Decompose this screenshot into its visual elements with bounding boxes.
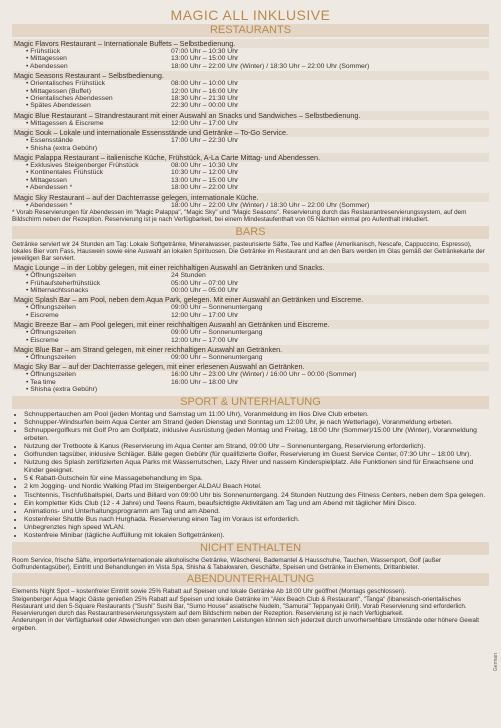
hours-value: 09:00 Uhr – Sonnenuntergang (171, 329, 263, 337)
list-item: • 2 km Jogging- und Nordic Walking Pfad im Steigenberger ALDAU Beach Hotel. (24, 483, 489, 491)
venue-header: Magic Splash Bar – am Pool, neben dem Aqua Park, gelegen. Mit einer Auswahl an Getränken und Eiscreme. (12, 295, 489, 304)
hours-row (12, 379, 489, 386)
bars-list (12, 263, 489, 393)
hours-row (12, 202, 489, 209)
sport-section-header: SPORT & UNTERHALTUNG (12, 396, 489, 409)
hours-value (171, 386, 489, 393)
list-item: • Unbegrenztes high speed WLAN. (24, 524, 489, 532)
hours-value: 07:00 Uhr – 10:30 Uhr (171, 48, 239, 55)
hours-value: 18:30 Uhr – 21:30 Uhr (171, 95, 239, 103)
hours-row (12, 304, 489, 311)
evening-section-header: ABENDUNTERHALTUNG (12, 573, 489, 586)
list-item: • Nutzung der Tretboote & Kanus (Reservierung im Aqua Center am Strand, 09:00 Uhr – Sonnenuntergang, Reservierung erforderlich). (24, 443, 489, 451)
hours-value: 13:00 Uhr – 15:00 Uhr (171, 176, 239, 184)
hours-value: 13:00 Uhr – 15:00 Uhr (171, 55, 239, 63)
hours-value: 12:00 Uhr – 17:00 Uhr (171, 311, 239, 319)
hours-label: • Abendessen * (26, 184, 73, 192)
hours-row (12, 137, 489, 144)
restaurants-note: * Vorab Reservierungen für Abendessen im "Magic Palappa", "Magic Sky" und "Magic Seasons". Reservierung durch das Restaurantreservierungssystem, auf dem Bildschirm neben der Rezeption. Reservierung ist je nach Verfügbarkeit, bei einem Mindestaufenthalt von 05 Nächten einmal pro Aufenthalt inkludiert. (12, 209, 467, 224)
hours-row (12, 371, 489, 378)
hours-label: • Tea time (26, 378, 56, 386)
hours-row (12, 354, 489, 361)
hours-value: 18:00 Uhr – 22:00 Uhr (171, 184, 239, 192)
hours-value (171, 145, 489, 152)
hours-label: • Exklusives Steigenberger Frühstück (26, 162, 139, 170)
venue-header: Magic Breeze Bar – am Pool gelegen, mit einer reichhaltigen Auswahl an Getränken und Eiscreme. (12, 320, 489, 329)
hours-row (12, 88, 489, 95)
hours-row (12, 287, 489, 294)
hours-row (12, 63, 489, 70)
restaurants-list (12, 39, 489, 209)
all-inclusive-sheet (0, 8, 501, 728)
hours-value: 12:00 Uhr – 17:00 Uhr (171, 119, 239, 127)
hours-value: 09:00 Uhr – Sonnenuntergang (171, 353, 263, 361)
hours-row (12, 386, 489, 393)
list-item: • Ein kompletter Kids Club (12 - 4 Jahre) und Teens Raum, beaufsichtigte Aktivitäten am Tag und am Abend mit täglicher Mini Disco. (24, 500, 489, 508)
list-item: • Tischtennis, Tischfußballspiel, Darts und Billard von 09:00 Uhr bis Sonnenuntergang. 24 Stunden Nutzung des Fitness Centers, neben dem Spa gelegen. (24, 492, 489, 500)
hours-row (12, 312, 489, 319)
hours-label: • Shisha (extra Gebühr) (26, 386, 98, 394)
hours-label: • Mittagessen (26, 55, 67, 63)
hours-label: • Orientalisches Abendessen (26, 95, 113, 103)
list-item: • Golfrunden tagsüber, inklusive Schläger. Bälle gegen Gebühr (für qualifizierte Golfer, Reservierung im Guest Service Center, 07:30 Uhr – 18:00 Uhr). (24, 451, 489, 459)
hours-row (12, 55, 489, 62)
page-title: MAGIC ALL INKLUSIVE (170, 7, 331, 23)
list-item: • Nutzung des Splash zertifizierten Aqua Parks mit Wasserrutschen, Lazy River und nassem Kinderspielplatz. Alle Funktionen sind für Erwachsene und Kinder geeignet. (24, 459, 489, 475)
evening-line: Reservierungen durch das Restaurantreservierungssystem auf dem Bildschirm neben der Rezeption. Reservierung ist je nach Verfügbarkeit. (12, 610, 404, 618)
venue-header: Magic Flavors Restaurant – Internationale Buffets – Selbstbedienung. (12, 39, 489, 48)
hours-value: 17:00 Uhr – 22:30 Uhr (171, 137, 239, 145)
sport-list (12, 411, 489, 541)
not-included-text: Room Service, frische Säfte, importierte/internationale alkoholische Getränke, Wäscherei, Bademantel & Hausschuhe, Tauchen, Wassersport, Golf (außer Golfrundentagsüber), Eintritt und Behandlungen im Vista Spa, Shisha & Tabakwaren, Geschäfte, Speisen und Getränke in Elements, Drittanbieter. (12, 557, 442, 572)
hours-label: • Eiscreme (26, 311, 59, 319)
restaurants-section-header: RESTAURANTS (12, 24, 489, 37)
hours-label: • Spätes Abendessen (26, 102, 91, 110)
list-item: • Schnuppertauchen am Pool (jeden Montag und Samstag um 11:00 Uhr), Voranmeldung im Ilios Dive Club erbeten. (24, 411, 489, 419)
hours-row (12, 169, 489, 176)
hours-value: 12:00 Uhr – 17:00 Uhr (171, 336, 239, 344)
hours-row (12, 80, 489, 87)
hours-label: • Eiscreme (26, 336, 59, 344)
hours-value: 16:00 Uhr – 18:00 Uhr (171, 378, 239, 386)
venue-header: Magic Souk – Lokale und internationale Essensstände und Getränke – To-Go Service. (12, 128, 489, 137)
list-item: • Kostenfreier Shuttle Bus nach Hurghada. Reservierung einen Tag im Voraus ist erforderlich. (24, 516, 489, 524)
hours-row (12, 177, 489, 184)
hours-value: 18:00 Uhr – 22:00 Uhr (Winter) / 18:30 Uhr – 22:00 Uhr (Sommer) (171, 62, 370, 70)
hours-row (12, 48, 489, 55)
hours-label: • Mittagessen (Buffet) (26, 87, 91, 95)
hours-value: 10:30 Uhr – 12:00 Uhr (171, 169, 239, 177)
hours-label: • Abendessen * (26, 201, 73, 209)
hours-value: 16:00 Uhr – 23:00 Uhr (Winter) / 16:00 Uhr – 00:00 (Sommer) (171, 371, 357, 379)
hours-value: 05:00 Uhr – 07:00 Uhr (171, 279, 239, 287)
hours-row (12, 329, 489, 336)
hours-label: • Essensstände (26, 137, 73, 145)
venue-header: Magic Blue Bar – am Strand gelegen, mit einer reichhaltigen Auswahl an Getränken. (12, 345, 489, 354)
bars-section-header: BARS (12, 226, 489, 239)
hours-label: • Öffnungszeiten (26, 353, 76, 361)
hours-value: 08:00 Uhr – 10:30 Uhr (171, 162, 239, 170)
hours-label: • Orientalisches Frühstück (26, 80, 106, 88)
hours-label: • Abendessen (26, 62, 68, 70)
hours-label: • Kontinentales Frühstück (26, 169, 104, 177)
list-item: • 5 € Rabatt-Gutschein für eine Massagebehandlung im Spa. (24, 475, 489, 483)
hours-value: 08:00 Uhr – 10:00 Uhr (171, 80, 239, 88)
list-item: • Animations- und Unterhaltungsprogramm am Tag und am Abend. (24, 508, 489, 516)
hours-row (12, 95, 489, 102)
hours-value: 09:00 Uhr – Sonnenuntergang (171, 304, 263, 312)
hours-row (12, 272, 489, 279)
hours-value: 12:00 Uhr – 16:00 Uhr (171, 87, 239, 95)
hours-row (12, 145, 489, 152)
hours-label: • Öffnungszeiten (26, 272, 76, 280)
hours-label: • Öffnungszeiten (26, 371, 76, 379)
hours-value: 00:00 Uhr – 05:00 Uhr (171, 286, 239, 294)
hours-value: 18:00 Uhr – 22:00 Uhr (Winter) / 18:30 Uhr – 22:00 Uhr (Sommer) (171, 201, 370, 209)
list-item: • Kostenfreie Minibar (tägliche Auffüllung mit lokalen Softgetränken). (24, 532, 489, 540)
hours-row (12, 280, 489, 287)
venue-header: Magic Seasons Restaurant – Selbstbedienung. (12, 71, 489, 80)
hours-label: • Frühstück (26, 48, 61, 55)
hours-label: • Shisha (extra Gebühr) (26, 144, 98, 152)
hours-label: • Mitternachtssnacks (26, 286, 89, 294)
venue-header: Magic Lounge – in der Lobby gelegen, mit einer reichhaltigen Auswahl an Getränken und Snacks. (12, 263, 489, 272)
hours-row (12, 184, 489, 191)
hours-row (12, 162, 489, 169)
language-tag: German (493, 653, 499, 672)
hours-label: • Mittagessen (26, 176, 67, 184)
venue-header: Magic Sky Restaurant – auf der Dachterrasse gelegen, internationale Küche. (12, 193, 489, 202)
hours-label: • Öffnungszeiten (26, 329, 76, 337)
venue-header: Magic Sky Bar – auf der Dachterrasse gelegen, mit einer erlesenen Auswahl an Getränken. (12, 362, 489, 371)
evening-line: Steigenberger Aqua Magic Gäste genießen 25% Rabatt auf Speisen und lokale Getränke im "Alex Beach Club & Restaurant", "Tanga" (libanesisch-orientalisches Restaurant und den 5-Square Restaurants ("Sushi" Sushi Bar, "Sumo House" asiatische Nudeln, "Samurai" Teppanyaki Grill). Vorab Reservierung sind erforderlich. (12, 595, 467, 610)
hours-value: 24 Stunden (171, 272, 206, 280)
hours-value: 22:30 Uhr – 00:00 Uhr (171, 102, 239, 110)
hours-label: • Frühaufsteherfrühstück (26, 279, 101, 287)
hours-row (12, 337, 489, 344)
hours-row (12, 102, 489, 109)
evening-line: Elements Night Spot – kostenfreier Eintritt sowie 25% Rabatt auf Speisen und lokale Getränke Ab 18:00 Uhr geöffnet (Montags geschlossen). (12, 588, 407, 596)
evening-line: Änderungen in der Verfügbarkeit oder Abweichungen von den oben genannten Leistungen können sich jederzeit durch unvorhersehbare Umstände oder höhere Gewalt ergeben. (12, 617, 479, 632)
evening-lines (12, 588, 489, 631)
hours-label: • Öffnungszeiten (26, 304, 76, 312)
not-included-section-header: NICHT ENTHALTEN (12, 542, 489, 555)
list-item: • Schnupper-Windsurfen beim Aqua Center am Strand (jeden Dienstag und Sonntag um 12:00 Uhr, je nach Wetterlage), Voranmeldung erbeten. (24, 419, 489, 427)
list-item: • Schnuppergolfkurs mit Golf Pro am Golfplatz, inklusive Ausrüstung (jeden Montag und Freitag, 18:00 Uhr (Sommer)/15:00 Uhr (Winter), Voranmeldung erbeten. (24, 427, 489, 443)
hours-label: • Mittagessen & Eiscreme (26, 119, 104, 127)
venue-header: Magic Blue Restaurant – Strandrestaurant mit einer Auswahl an Snacks und Sandwiches – Selbstbedienung. (12, 111, 489, 120)
bars-intro: Getränke serviert wir 24 Stunden am Tag: Lokale Softgetränke, Mineralwasser, pasteurisierte Säfte, Tee und Kaffee (Amerikanisch, Nescafe, Cappuccino, Espresso), lokales Bier vom Fass, Hauswein sowie eine Auswahl an lokalen Spirituosen. Die Getränke im Restaurant und an den Bars werden im Glas gemäß der Getränkekarte der jeweiligen Bar serviert. (12, 240, 485, 262)
hours-row (12, 120, 489, 127)
venue-header: Magic Palappa Restaurant – italienische Küche, Frühstück, A-La Carte Mittag- und Abendessen. (12, 153, 489, 162)
